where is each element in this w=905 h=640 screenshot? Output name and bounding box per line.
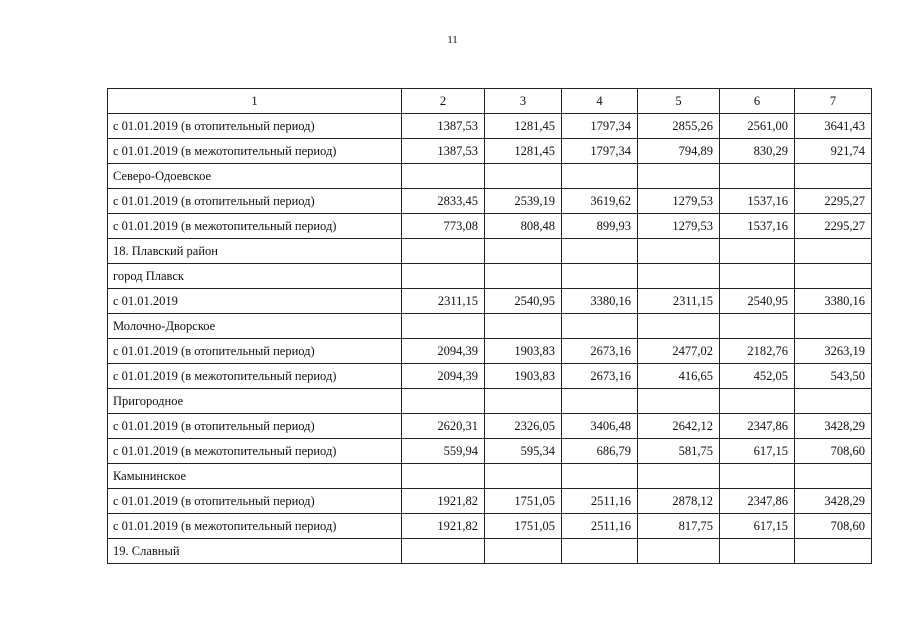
value-cell <box>638 264 720 289</box>
value-cell <box>638 314 720 339</box>
page-number: 11 <box>447 34 458 46</box>
value-cell: 1751,05 <box>485 489 562 514</box>
value-cell <box>485 464 562 489</box>
value-cell: 2511,16 <box>562 514 638 539</box>
value-cell <box>795 539 872 564</box>
value-cell: 1797,34 <box>562 114 638 139</box>
row-label: с 01.01.2019 (в межотопительный период) <box>108 214 402 239</box>
value-cell: 686,79 <box>562 439 638 464</box>
value-cell: 3380,16 <box>795 289 872 314</box>
value-cell <box>562 539 638 564</box>
value-cell: 1281,45 <box>485 139 562 164</box>
row-label: 19. Славный <box>108 539 402 564</box>
table-row <box>108 314 872 339</box>
value-cell <box>720 539 795 564</box>
value-cell: 2326,05 <box>485 414 562 439</box>
value-cell <box>402 264 485 289</box>
value-cell: 3428,29 <box>795 414 872 439</box>
value-cell: 2561,00 <box>720 114 795 139</box>
value-cell <box>402 164 485 189</box>
value-cell: 1903,83 <box>485 364 562 389</box>
value-cell: 2673,16 <box>562 339 638 364</box>
row-label: с 01.01.2019 <box>108 289 402 314</box>
value-cell <box>720 264 795 289</box>
value-cell <box>485 164 562 189</box>
value-cell <box>720 464 795 489</box>
value-cell: 1537,16 <box>720 214 795 239</box>
value-cell <box>795 464 872 489</box>
row-label: Молочно-Дворское <box>108 314 402 339</box>
value-cell <box>562 389 638 414</box>
value-cell: 1797,34 <box>562 139 638 164</box>
value-cell: 1387,53 <box>402 139 485 164</box>
row-label: Северо-Одоевское <box>108 164 402 189</box>
column-header: 5 <box>638 89 720 114</box>
value-cell <box>562 314 638 339</box>
table-row <box>108 439 872 464</box>
table-row <box>108 489 872 514</box>
value-cell: 708,60 <box>795 439 872 464</box>
value-cell: 3263,19 <box>795 339 872 364</box>
value-cell <box>795 314 872 339</box>
row-label: с 01.01.2019 (в отопительный период) <box>108 414 402 439</box>
table-row <box>108 364 872 389</box>
value-cell <box>485 314 562 339</box>
row-label: с 01.01.2019 (в отопительный период) <box>108 339 402 364</box>
value-cell: 2295,27 <box>795 214 872 239</box>
table-row <box>108 414 872 439</box>
value-cell: 1537,16 <box>720 189 795 214</box>
value-cell: 595,34 <box>485 439 562 464</box>
value-cell <box>795 239 872 264</box>
value-cell <box>720 239 795 264</box>
column-header: 1 <box>108 89 402 114</box>
value-cell: 2620,31 <box>402 414 485 439</box>
table-row <box>108 114 872 139</box>
table-row <box>108 189 872 214</box>
value-cell: 3641,43 <box>795 114 872 139</box>
row-label: 18. Плавский район <box>108 239 402 264</box>
value-cell: 2347,86 <box>720 489 795 514</box>
value-cell: 773,08 <box>402 214 485 239</box>
value-cell <box>720 314 795 339</box>
value-cell: 2511,16 <box>562 489 638 514</box>
value-cell <box>638 239 720 264</box>
value-cell <box>720 389 795 414</box>
table-row <box>108 264 872 289</box>
value-cell <box>485 539 562 564</box>
table-row <box>108 514 872 539</box>
row-label: с 01.01.2019 (в межотопительный период) <box>108 514 402 539</box>
value-cell: 3380,16 <box>562 289 638 314</box>
value-cell <box>638 539 720 564</box>
value-cell: 1279,53 <box>638 214 720 239</box>
value-cell: 1921,82 <box>402 514 485 539</box>
table-row <box>108 164 872 189</box>
row-label: с 01.01.2019 (в отопительный период) <box>108 489 402 514</box>
row-label: Камынинское <box>108 464 402 489</box>
value-cell: 2673,16 <box>562 364 638 389</box>
value-cell: 2540,95 <box>485 289 562 314</box>
value-cell: 817,75 <box>638 514 720 539</box>
row-label: с 01.01.2019 (в отопительный период) <box>108 189 402 214</box>
column-header: 3 <box>485 89 562 114</box>
value-cell: 2295,27 <box>795 189 872 214</box>
tariff-table <box>107 88 872 564</box>
value-cell: 617,15 <box>720 514 795 539</box>
value-cell: 1921,82 <box>402 489 485 514</box>
table-row <box>108 539 872 564</box>
value-cell: 559,94 <box>402 439 485 464</box>
table-row <box>108 239 872 264</box>
column-header: 6 <box>720 89 795 114</box>
value-cell: 617,15 <box>720 439 795 464</box>
column-header: 4 <box>562 89 638 114</box>
value-cell <box>720 164 795 189</box>
row-label: с 01.01.2019 (в межотопительный период) <box>108 439 402 464</box>
value-cell: 2477,02 <box>638 339 720 364</box>
value-cell: 2094,39 <box>402 339 485 364</box>
value-cell <box>562 464 638 489</box>
value-cell <box>638 389 720 414</box>
value-cell: 2833,45 <box>402 189 485 214</box>
value-cell: 2878,12 <box>638 489 720 514</box>
value-cell <box>485 239 562 264</box>
value-cell <box>795 164 872 189</box>
value-cell: 2540,95 <box>720 289 795 314</box>
value-cell <box>562 239 638 264</box>
row-label: с 01.01.2019 (в отопительный период) <box>108 114 402 139</box>
table-header-row <box>108 89 872 114</box>
value-cell: 416,65 <box>638 364 720 389</box>
table-row <box>108 464 872 489</box>
value-cell <box>562 264 638 289</box>
value-cell <box>402 314 485 339</box>
value-cell <box>402 539 485 564</box>
value-cell <box>402 389 485 414</box>
value-cell <box>485 264 562 289</box>
value-cell: 581,75 <box>638 439 720 464</box>
value-cell: 3619,62 <box>562 189 638 214</box>
value-cell: 921,74 <box>795 139 872 164</box>
value-cell <box>795 389 872 414</box>
row-label: с 01.01.2019 (в межотопительный период) <box>108 139 402 164</box>
value-cell <box>795 264 872 289</box>
value-cell: 2539,19 <box>485 189 562 214</box>
row-label: город Плавск <box>108 264 402 289</box>
value-cell <box>638 464 720 489</box>
value-cell <box>402 239 485 264</box>
table-row <box>108 139 872 164</box>
value-cell: 2182,76 <box>720 339 795 364</box>
table-row <box>108 289 872 314</box>
value-cell: 1751,05 <box>485 514 562 539</box>
value-cell: 708,60 <box>795 514 872 539</box>
value-cell: 808,48 <box>485 214 562 239</box>
value-cell <box>562 164 638 189</box>
value-cell: 452,05 <box>720 364 795 389</box>
value-cell: 899,93 <box>562 214 638 239</box>
value-cell: 1279,53 <box>638 189 720 214</box>
value-cell: 2855,26 <box>638 114 720 139</box>
value-cell: 3428,29 <box>795 489 872 514</box>
value-cell: 2642,12 <box>638 414 720 439</box>
table-body <box>108 114 872 564</box>
value-cell <box>485 389 562 414</box>
value-cell: 830,29 <box>720 139 795 164</box>
column-header: 7 <box>795 89 872 114</box>
value-cell: 2311,15 <box>638 289 720 314</box>
value-cell: 3406,48 <box>562 414 638 439</box>
value-cell: 1387,53 <box>402 114 485 139</box>
value-cell: 2311,15 <box>402 289 485 314</box>
value-cell: 2094,39 <box>402 364 485 389</box>
value-cell: 1281,45 <box>485 114 562 139</box>
column-header: 2 <box>402 89 485 114</box>
row-label: Пригородное <box>108 389 402 414</box>
value-cell: 2347,86 <box>720 414 795 439</box>
value-cell: 794,89 <box>638 139 720 164</box>
table-row <box>108 214 872 239</box>
row-label: с 01.01.2019 (в межотопительный период) <box>108 364 402 389</box>
table-row <box>108 389 872 414</box>
value-cell <box>402 464 485 489</box>
value-cell: 543,50 <box>795 364 872 389</box>
table-row <box>108 339 872 364</box>
value-cell <box>638 164 720 189</box>
value-cell: 1903,83 <box>485 339 562 364</box>
